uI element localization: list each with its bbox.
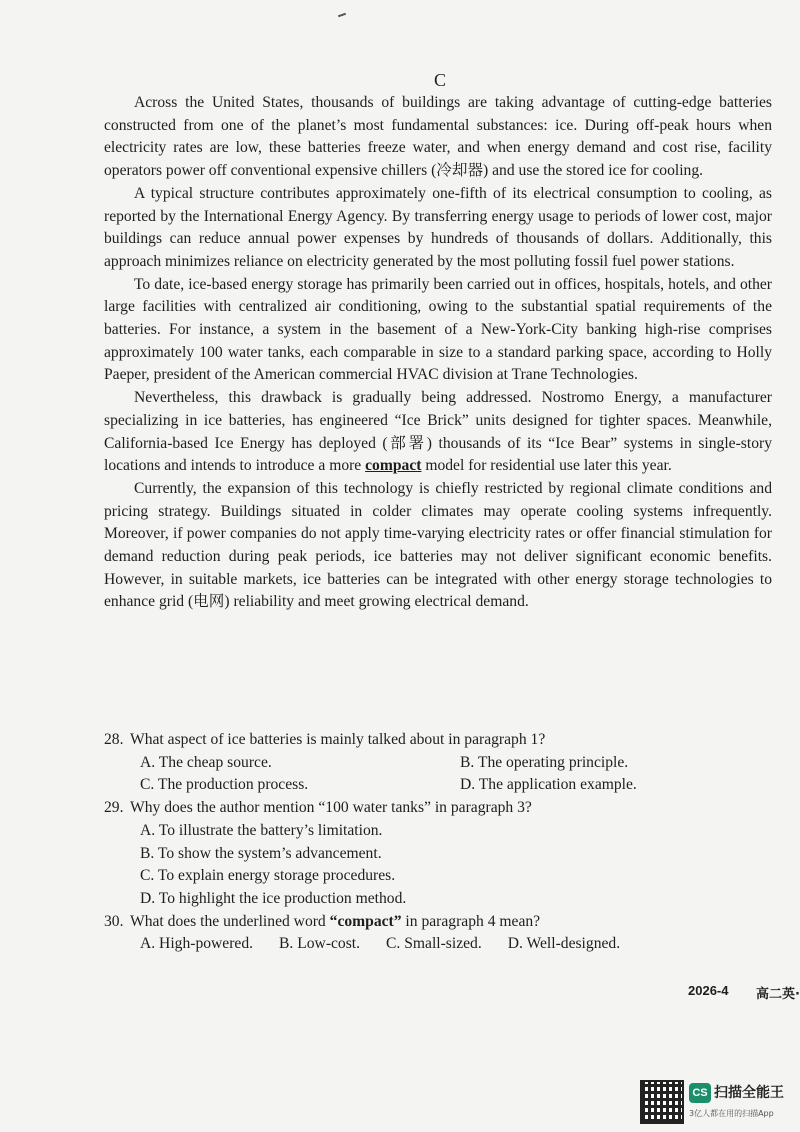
option-d[interactable]: D. To highlight the ice production method. [140, 889, 407, 907]
answer-options [140, 933, 772, 956]
paragraph-2: A typical structure contributes approximately one-fifth of its electrical consumption to cooling, as reported by the International Energy Agency. By transferring energy usage to periods of lower cost, major buildings can reduce annual power expenses by hundreds of thousands of dollars. Additionally, this approach minimizes reliance on electricity generated by the most polluting fossil fuel power stations. [104, 184, 772, 270]
underlined-word-compact: compact [365, 457, 422, 475]
question-29 [104, 797, 772, 911]
question-30 [104, 911, 772, 956]
scanner-app-name: 扫描全能王 [714, 1085, 784, 1101]
question-number: 29. [104, 799, 124, 817]
option-d[interactable]: D. Well-designed. [507, 935, 621, 953]
option-c[interactable]: C. To explain energy storage procedures. [140, 867, 396, 885]
exam-label: 高二英· [756, 987, 800, 1002]
question-text-after: in paragraph 4 mean? [401, 912, 541, 930]
option-b[interactable]: B. Low-cost. [279, 935, 361, 953]
question-list [104, 729, 772, 956]
camscanner-logo-icon: CS [689, 1083, 711, 1103]
paragraph-4 [104, 387, 772, 478]
answer-options [140, 752, 772, 797]
question-text-before: What does the underlined word [130, 912, 330, 930]
question-number: 30. [104, 912, 124, 930]
paragraph-5: Currently, the expansion of this technology is chiefly restricted by regional climate conditions and pricing strategy. Buildings situated in colder climates may operate cooling systems infrequently. Moreover, if power companies do not apply time-varying electricity rates or offer financial stimulation for demand reduction during peak periods, ice batteries may not deliver significant economic benefits. However, in suitable markets, ice batteries can be integrated with other energy storage technologies to enhance grid (电网) reliability and meet growing electrical demand. [104, 479, 772, 611]
question-text: What aspect of ice batteries is mainly talked about in paragraph 1? [130, 731, 546, 748]
question-stem [104, 797, 772, 820]
option-a[interactable]: A. The cheap source. [140, 753, 272, 771]
option-c[interactable]: C. Small-sized. [386, 935, 482, 953]
scanner-app-tagline: 3亿人都在用的扫描App [689, 1109, 774, 1118]
exam-code: 2026-4 [688, 983, 729, 998]
question-28 [104, 729, 772, 797]
paragraph-1: Across the United States, thousands of buildings are taking advantage of cutting-edge batteries constructed from one of the planet’s most fundamental substances: ice. During off-peak hours when electricity rates are low, these batteries freeze water, and when energy demand and cost rise, facility operators power off conventional expensive chillers (冷却器) and use the stored ice for cooling. [104, 94, 772, 180]
question-stem [104, 911, 772, 934]
answer-options [140, 820, 772, 911]
reading-passage [104, 92, 772, 614]
option-a[interactable]: A. High-powered. [140, 935, 254, 953]
option-b[interactable]: B. The operating principle. [460, 753, 629, 771]
section-letter: C [433, 70, 446, 90]
option-a[interactable]: A. To illustrate the battery’s limitation. [140, 821, 383, 839]
option-b[interactable]: B. To show the system’s advancement. [140, 844, 382, 862]
qr-code-icon [640, 1080, 684, 1124]
paragraph-4-text-before: Nevertheless, this drawback is gradually being addressed. Nostromo Energy, a manufacturer specializing in ice batteries, has engineered “Ice Brick” units designed for tighter spaces. Meanwhile, California-based Ice Energy has deployed (部署) thousands of its “Ice Bear” systems in single-story locations and intends to introduce a more [104, 389, 772, 475]
paragraph-4-text-after: model for residential use later this year. [421, 457, 672, 475]
question-text: Why does the author mention “100 water tanks” in paragraph 3? [130, 799, 532, 817]
option-d[interactable]: D. The application example. [460, 776, 637, 794]
paragraph-3: To date, ice-based energy storage has primarily been carried out in offices, hospitals, hotels, and other large facilities with centralized air conditioning, owing to the substantial spatial requirements of the batteries. For instance, a system in the basement of a New-York-City banking high-rise comprises approximately 100 water tanks, each comparable in size to a standard parking space, according to Holly Paeper, president of the American commercial HVAC division at Trane Technologies. [104, 275, 772, 384]
question-keyword: “compact” [329, 912, 402, 930]
question-number: 28. [104, 731, 124, 748]
question-stem [104, 729, 772, 752]
option-c[interactable]: C. The production process. [140, 776, 309, 794]
stray-pen-mark [338, 13, 346, 18]
